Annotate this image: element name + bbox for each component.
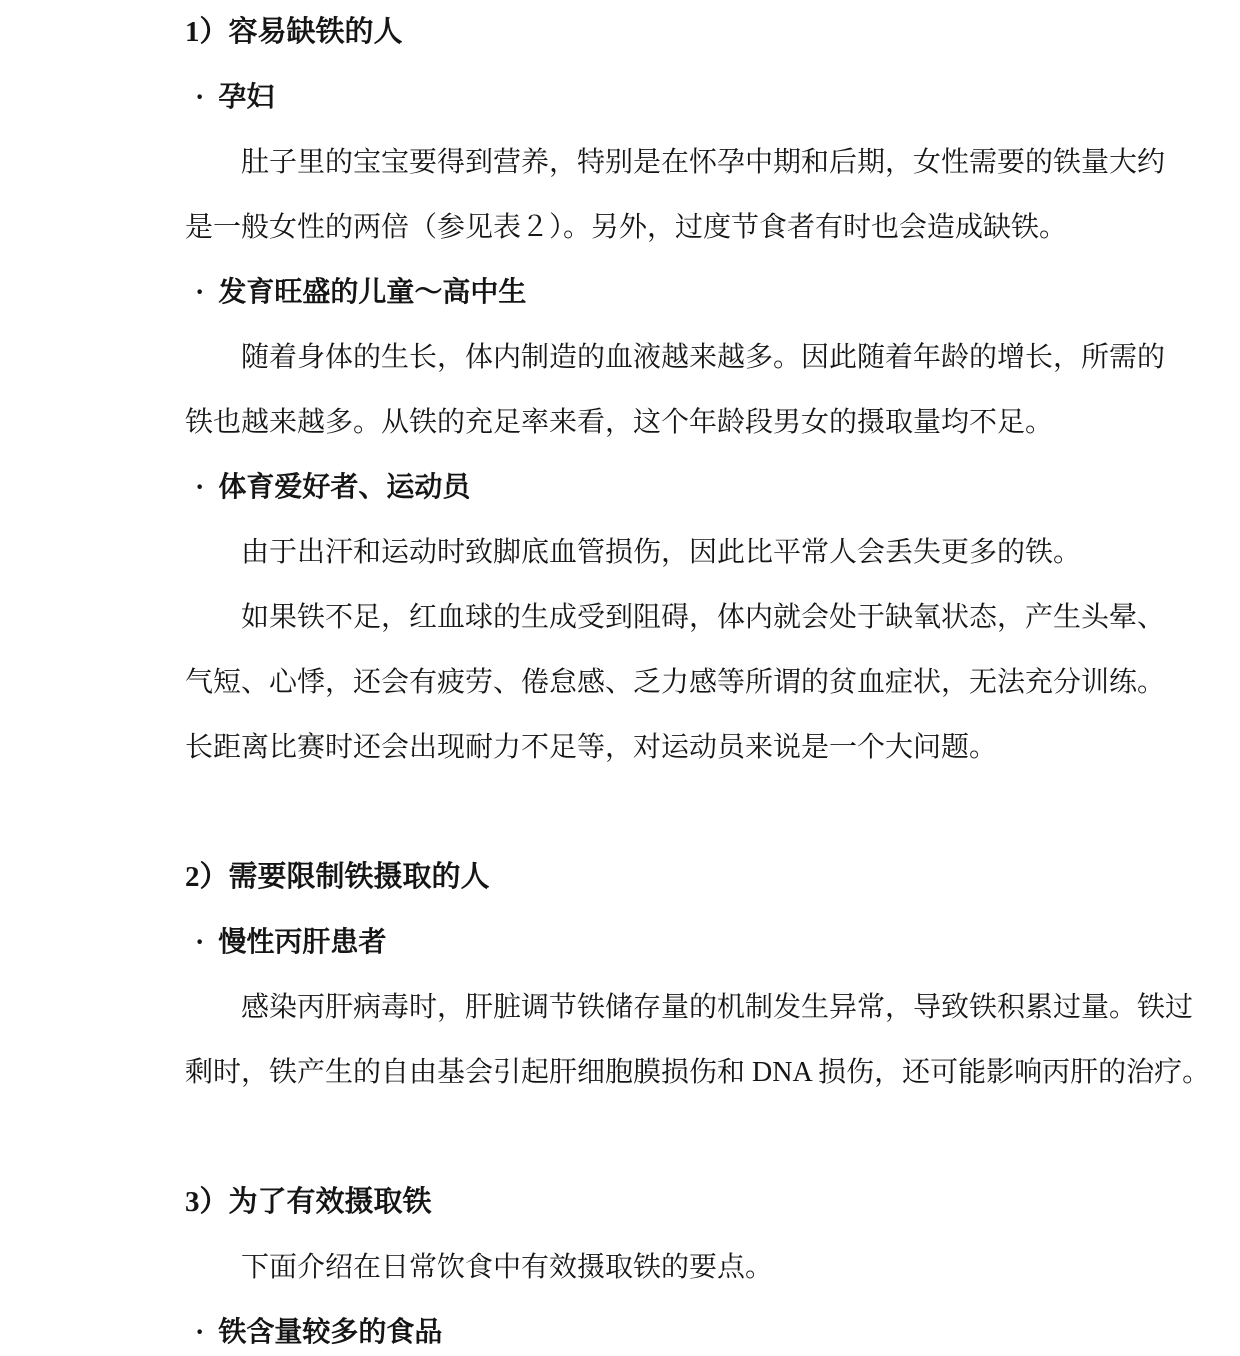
bullet-dot-icon: · (195, 276, 205, 308)
para-2-line-1: 随着身体的生长，体内制造的血液越来越多。因此随着年龄的增长，所需的 (241, 341, 1166, 373)
bullet-item-chronic-hepatitis-c (185, 910, 1090, 975)
bullet-label: 慢性丙肝患者 (218, 926, 387, 958)
bullet-dot-icon: · (195, 926, 205, 958)
para-3-line-1: 由于出汗和运动时致脚底血管损伤，因此比平常人会丢失更多的铁。 (241, 536, 1082, 568)
para-1-line-1: 肚子里的宝宝要得到营养，特别是在怀孕中期和后期，女性需要的铁量大约 (241, 146, 1166, 178)
para-4-line-2: 气短、心悸，还会有疲劳、倦怠感、乏力感等所谓的贫血症状，无法充分训练。 (185, 666, 1166, 698)
section-2-heading: 2）需要限制铁摄取的人 (185, 861, 490, 893)
para-2-line-2: 铁也越来越多。从铁的充足率来看，这个年龄段男女的摄取量均不足。 (185, 406, 1054, 438)
bullet-item-pregnant-women (185, 65, 1090, 130)
para-5-line-2: 剩时，铁产生的自由基会引起肝细胞膜损伤和 DNA 损伤，还可能影响丙肝的治疗。 (185, 1056, 1211, 1088)
bullet-dot-icon: · (195, 81, 205, 113)
para-5-line-1: 感染丙肝病毒时，肝脏调节铁储存量的机制发生异常，导致铁积累过量。铁过 (241, 991, 1194, 1023)
bullet-dot-icon: · (195, 471, 205, 503)
bullet-label: 体育爱好者、运动员 (218, 471, 471, 503)
bullet-label: 发育旺盛的儿童～高中生 (218, 276, 527, 308)
bullet-label: 孕妇 (218, 81, 275, 113)
bullet-item-iron-rich-foods (185, 1300, 1090, 1356)
bullet-label: 铁含量较多的食品 (218, 1316, 443, 1348)
section-3-heading: 3）为了有效摄取铁 (185, 1186, 432, 1218)
para-1-line-2: 是一般女性的两倍（参见表２）。另外，过度节食者有时也会造成缺铁。 (185, 211, 1068, 243)
para-4-line-1: 如果铁不足，红血球的生成受到阻碍，体内就会处于缺氧状态，产生头晕、 (241, 601, 1166, 633)
para-4-line-3: 长距离比赛时还会出现耐力不足等，对运动员来说是一个大问题。 (185, 731, 998, 763)
section-1-heading: 1）容易缺铁的人 (185, 16, 403, 48)
blank-line (185, 780, 1090, 845)
blank-line (185, 1105, 1090, 1170)
bullet-item-sports-lovers-athletes (185, 455, 1090, 520)
para-6-line-1: 下面介绍在日常饮食中有效摄取铁的要点。 (241, 1251, 774, 1283)
bullet-item-growing-children (185, 260, 1090, 325)
bullet-dot-icon: · (195, 1316, 205, 1348)
